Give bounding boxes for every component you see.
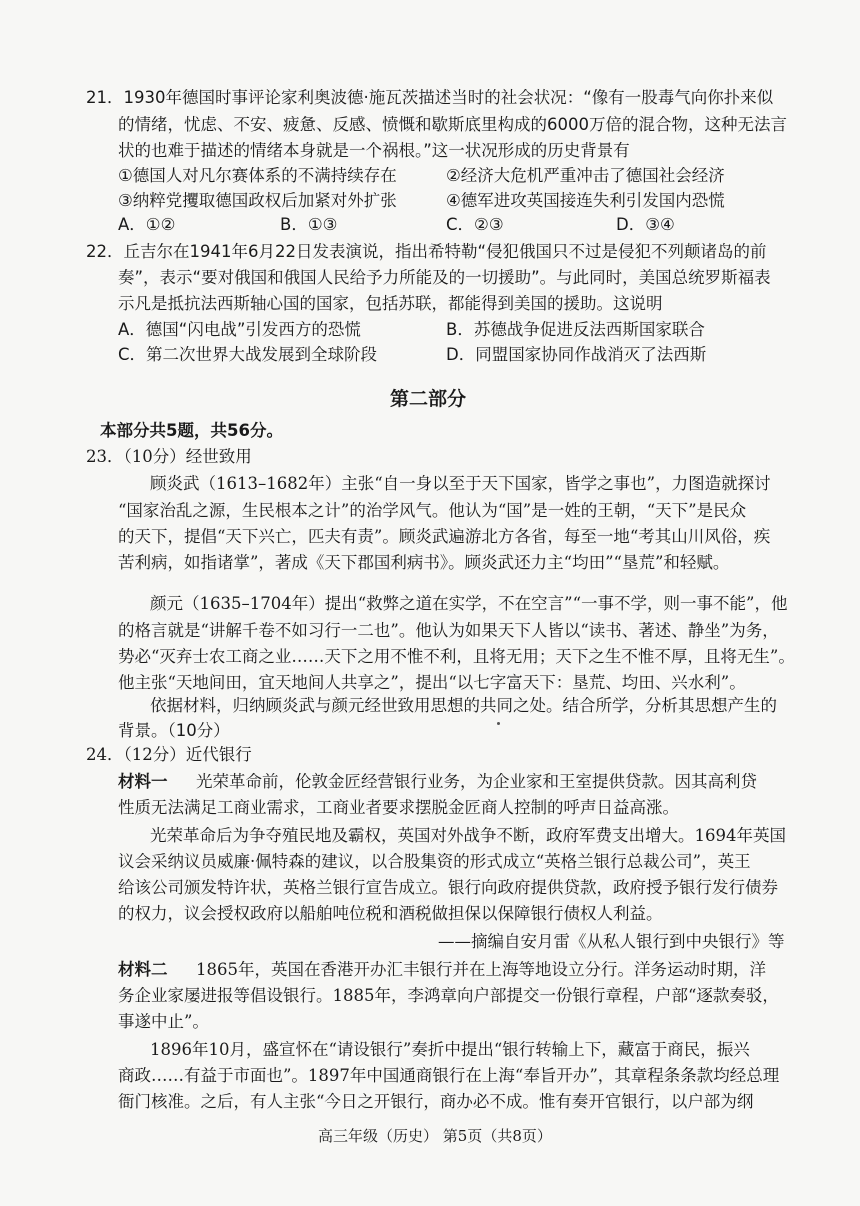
q23-line-3: 的天下，提倡“天下兴亡，匹夫有责”。顾炎武遍游北方各省，每至一地“考其山川风俗，疾 [118, 527, 771, 546]
q21-option-1: ①德国人对凡尔赛体系的不满持续存在 [118, 166, 397, 185]
q21-line-3: 状的也难于描述的情绪本身就是一个祸根。”这一状况形成的历史背景有 [118, 141, 630, 160]
q22-choice-a: A．德国“闪电战”引发西方的恐慌 [118, 320, 361, 339]
part2-intro: 本部分共5题，共56分。 [100, 421, 283, 440]
q24-material-2-line-3: 事遂中止”。 [118, 1012, 209, 1031]
page-footer: 高三年级（历史） 第5页（共8页） [318, 1127, 552, 1145]
q24-material-1-line-4: 议会采纳议员威廉·佩特森的建议，以合股集资的形式成立“英格兰银行总裁公司”，英王 [118, 852, 751, 871]
q22-line-2: 奏”，表示“要对俄国和俄国人民给予力所能及的一切援助”。与此同时，美国总统罗斯福表 [118, 268, 771, 287]
q23-line-6: 的格言就是“讲解千卷不如习行一二也”。他认为如果天下人皆以“读书、著述、静坐”为务， [118, 621, 779, 640]
q21-option-3: ③纳粹党攫取德国政权后加紧对外扩张 [118, 191, 397, 210]
q23-question-line-2: 背景。（10分） [118, 721, 230, 740]
q24-material-2-line-6: 衙门核准。之后，有人主张“今日之开银行，商办必不成。惟有奏开官银行，以户部为纲 [118, 1092, 754, 1111]
q23-header: 23．（10分）经世致用 [86, 447, 252, 466]
q24-material-2-label: 材料二 [118, 960, 168, 979]
q24-material-2-line-1: 1865年，英国在香港开办汇丰银行并在上海等地设立分行。洋务运动时期，洋 [196, 960, 766, 979]
q21-choice-c: C．②③ [446, 215, 504, 234]
q24-material-1-line-3: 光荣革命后为争夺殖民地及霸权，英国对外战争不断，政府军费支出增大。1694年英国 [150, 826, 786, 845]
q24-material-1-line-6: 的权力，议会授权政府以船舶吨位税和酒税做担保以保障银行债权人利益。 [118, 904, 663, 923]
q21-option-2: ②经济大危机严重冲击了德国社会经济 [446, 166, 725, 185]
q21-option-4: ④德军进攻英国接连失利引发国内恐慌 [446, 191, 725, 210]
q24-material-1-line-2: 性质无法满足工商业需求，工商业者要求摆脱金匠商人控制的呼声日益高涨。 [118, 798, 679, 817]
q24-material-2-line-4: 1896年10月，盛宣怀在“请设银行”奏折中提出“银行转输上下，藏富于商民，振兴 [150, 1040, 750, 1059]
q21-choice-d: D．③④ [616, 215, 675, 234]
q24-header: 24．（12分）近代银行 [86, 745, 252, 764]
q23-line-7: 势必“灭弃士农工商之业……天下之用不惟不利，且将无用；天下之生不惟不厚，且将无生”。 [118, 647, 795, 666]
q23-line-2: “国家治乱之源，生民根本之计”的治学风气。他认为“国”是一姓的王朝，“天下”是民众 [118, 501, 747, 520]
q22-choice-c: C．第二次世界大战发展到全球阶段 [118, 345, 378, 364]
q22-line-3: 示凡是抵抗法西斯轴心国的国家，包括苏联，都能得到美国的援助。这说明 [118, 294, 663, 313]
q22-choice-b: B．苏德战争促进反法西斯国家联合 [446, 320, 705, 339]
part2-title: 第二部分 [390, 388, 467, 410]
q23-line-5: 颜元（1635–1704年）提出“救弊之道在实学，不在空言”“一事不学，则一事不能”，他 [150, 594, 788, 613]
q24-material-2-line-5: 商政……有益于市面也”。1897年中国通商银行在上海“奉旨开办”，其章程条条款均经总理 [118, 1066, 780, 1085]
stray-dot [497, 722, 500, 725]
q23-line-1: 顾炎武（1613–1682年）主张“自一身以至于天下国家，皆学之事也”，力图造就探讨 [150, 474, 771, 493]
q21-line-1: 21．1930年德国时事评论家利奥波德·施瓦茨描述当时的社会状况：“像有一股毒气向你扑来似 [86, 88, 774, 107]
q24-material-2-line-2: 务企业家屡进报等倡设银行。1885年，李鸿章向户部提交一份银行章程，户部“逐款奏驳， [118, 986, 779, 1005]
q21-choice-a: A．①② [118, 215, 176, 234]
q23-question-line-1: 依据材料，归纳顾炎武与颜元经世致用思想的共同之处。结合所学，分析其思想产生的 [150, 696, 777, 715]
q21-choice-b: B．①③ [280, 215, 338, 234]
q23-line-8: 他主张“天地间田，宜天地间人共享之”，提出“以七字富天下：垦荒、均田、兴水利”。 [118, 673, 746, 692]
q22-line-1: 22．丘吉尔在1941年6月22日发表演说，指出希特勒“侵犯俄国只不过是侵犯不列颠诸岛的前 [86, 242, 767, 261]
q21-line-2: 的情绪，忧虑、不安、疲惫、反感、愤慨和歇斯底里构成的6000万倍的混合物，这种无法言 [118, 115, 787, 134]
q24-material-1-source: ——摘编自安月雷《从私人银行到中央银行》等 [438, 932, 785, 951]
q24-material-1-line-1: 光荣革命前，伦敦金匠经营银行业务，为企业家和王室提供贷款。因其高利贷 [196, 772, 757, 791]
q23-line-4: 苦利病，如指诸掌”，著成《天下郡国利病书》。顾炎武还力主“均田”“垦荒”和轻赋。 [118, 553, 730, 572]
q24-material-1-label: 材料一 [118, 772, 168, 791]
q24-material-1-line-5: 给该公司颁发特许状，英格兰银行宣告成立。银行向政府提供贷款，政府授予银行发行债券 [118, 878, 778, 897]
q22-choice-d: D．同盟国家协同作战消灭了法西斯 [446, 345, 707, 364]
